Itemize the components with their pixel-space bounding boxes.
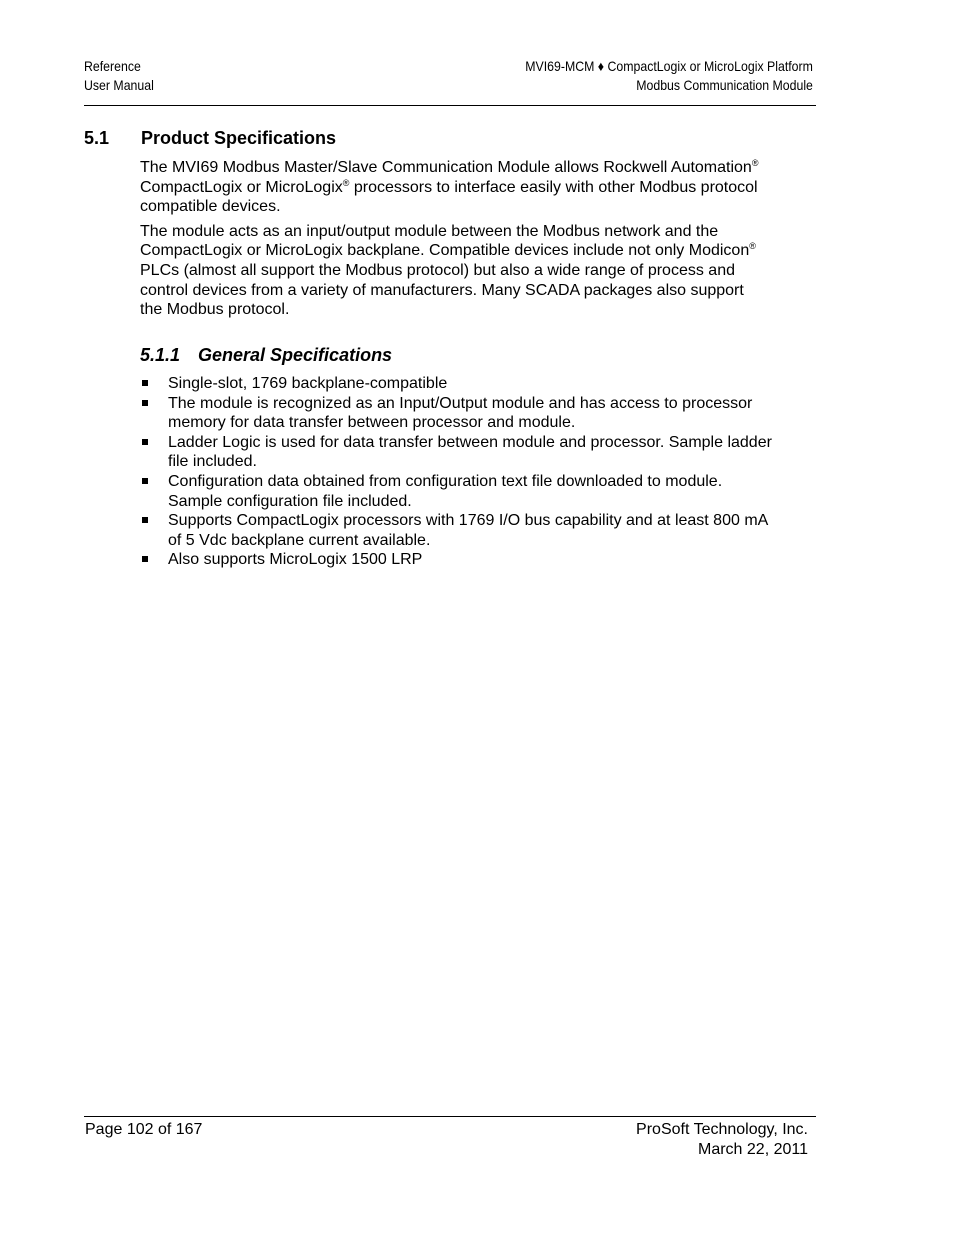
footer-right <box>636 1120 808 1160</box>
section-body <box>140 158 770 325</box>
subsection-number: 5.1.1 <box>140 345 181 365</box>
company-name: ProSoft Technology, Inc. <box>636 1121 808 1138</box>
page-number: Page 102 of 167 <box>85 1121 203 1138</box>
footer-divider <box>84 1116 816 1117</box>
list-item <box>140 394 780 433</box>
paragraph-intro-text-3: processors to interface easily with other Modbus protocol compatible devices. <box>140 178 758 216</box>
square-bullet-icon <box>142 478 148 484</box>
paragraph-module <box>140 222 770 320</box>
list-item-text: The module is recognized as an Input/Output module and has access to processor memory for data transfer between processor and module. <box>168 394 753 432</box>
spec-list <box>140 374 780 570</box>
paragraph-module-text-2: PLCs (almost all support the Modbus protocol) but also a wide range of process and control devices from a variety of manufacturers. Many SCADA packages also support the Modbus protocol. <box>140 261 744 319</box>
list-item-text: Single-slot, 1769 backplane-compatible <box>168 375 448 392</box>
square-bullet-icon <box>142 517 148 523</box>
list-item <box>140 550 780 570</box>
list-item <box>140 511 780 550</box>
square-bullet-icon <box>142 380 148 386</box>
square-bullet-icon <box>142 556 148 562</box>
list-item-text: Configuration data obtained from configuration text file downloaded to module. Sample configuration file included. <box>168 472 723 510</box>
registered-mark: ® <box>751 158 759 168</box>
paragraph-intro <box>140 158 770 217</box>
header-chapter: Reference <box>84 58 141 74</box>
header-left <box>84 57 154 95</box>
list-item-text: Supports CompactLogix processors with 1769 I/O bus capability and at least 800 mA of 5 Vdc backplane current available. <box>168 512 768 549</box>
list-item <box>140 433 780 472</box>
registered-mark: ® <box>749 241 756 252</box>
paragraph-intro-text-2: CompactLogix or MicroLogix <box>140 178 343 196</box>
header-right <box>525 57 813 95</box>
list-item-text: Ladder Logic is used for data transfer between module and processor. Sample ladder file included. <box>168 433 772 471</box>
subsection-title: General Specifications <box>198 345 393 365</box>
header-divider <box>84 105 816 106</box>
list-item <box>140 472 780 511</box>
square-bullet-icon <box>142 439 148 445</box>
publication-date: March 22, 2011 <box>698 1141 808 1158</box>
header-doc-type: User Manual <box>84 77 154 93</box>
list-item-text: Also supports MicroLogix 1500 LRP <box>168 551 423 569</box>
paragraph-module-text-1: The module acts as an input/output module between the Modbus network and the CompactLogix or MicroLogix backplane. Compatible devices include not only Modicon <box>140 222 750 260</box>
registered-mark: ® <box>342 177 350 188</box>
list-item <box>140 374 780 394</box>
header-module: Modbus Communication Module <box>636 77 813 93</box>
square-bullet-icon <box>142 400 148 406</box>
subsection-heading <box>140 344 392 366</box>
section-number: 5.1 <box>84 128 110 148</box>
header-product: MVI69-MCM ♦ CompactLogix or MicroLogix Platform <box>525 58 813 74</box>
paragraph-intro-text-1: The MVI69 Modbus Master/Slave Communication Module allows Rockwell Automation <box>140 159 752 176</box>
section-title: Product Specifications <box>141 128 337 148</box>
